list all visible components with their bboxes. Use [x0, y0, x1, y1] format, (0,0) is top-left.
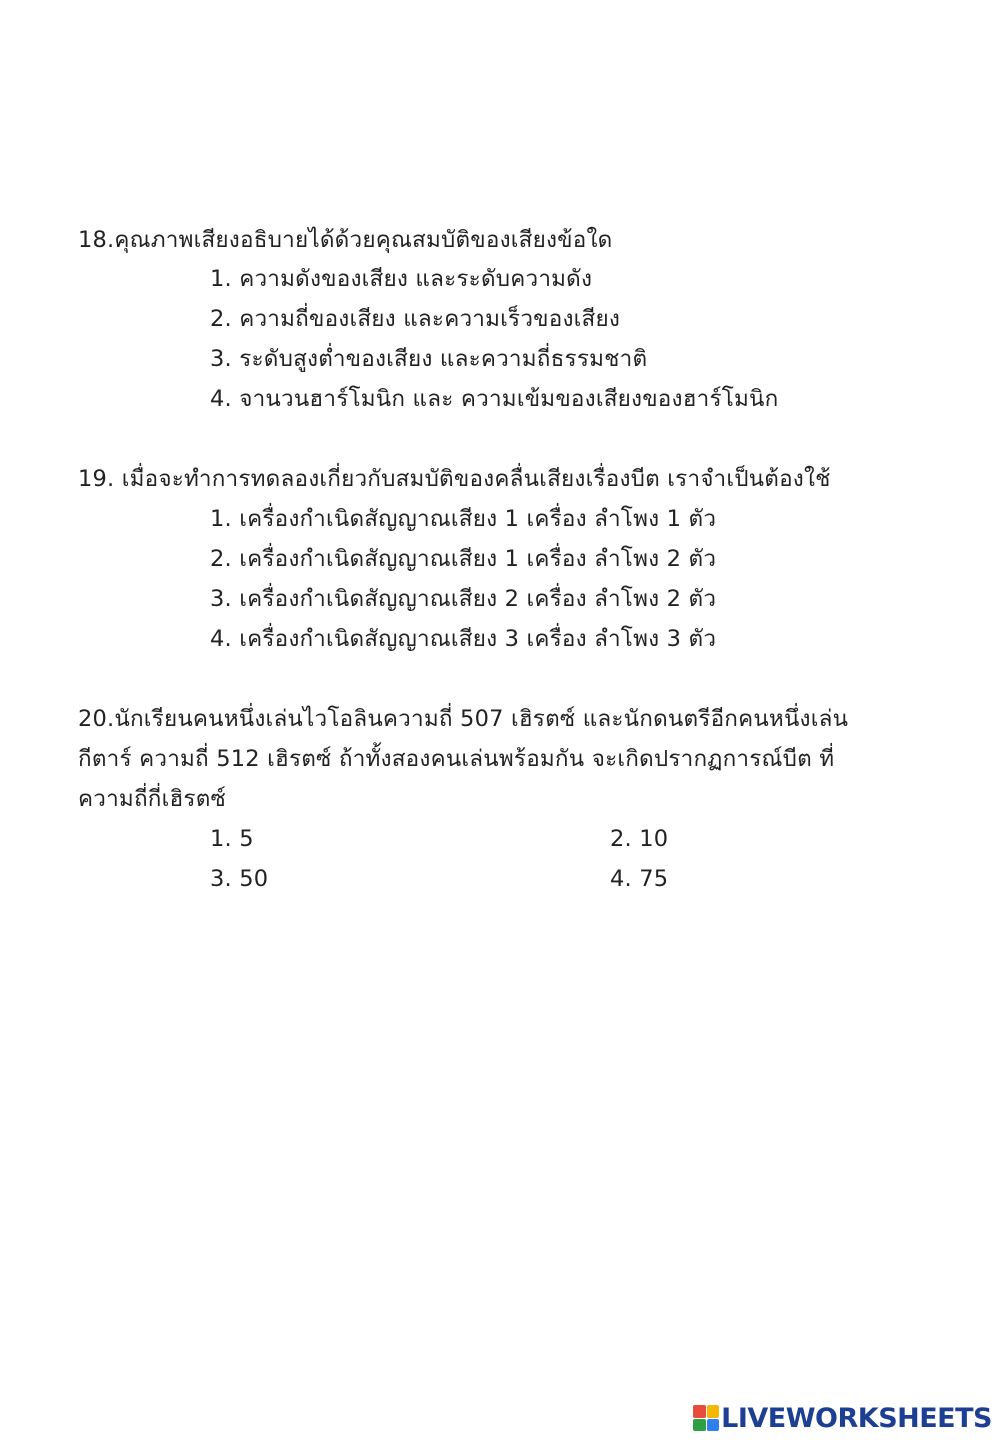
question-18-option-3: 3. ระดับสูงต่ำของเสียง และความถี่ธรรมชาติ	[210, 346, 648, 372]
liveworksheets-watermark	[693, 1401, 992, 1435]
logo-square-yellow	[707, 1405, 720, 1418]
question-18-text: 18.คุณภาพเสียงอธิบายได้ด้วยคุณสมบัติของเสียงข้อใด	[78, 227, 613, 253]
question-18	[78, 220, 612, 260]
question-18-option-4: 4. จานวนฮาร์โมนิก และ ความเข้มของเสียงของฮาร์โมนิก	[210, 386, 779, 412]
logo-square-blue	[707, 1419, 720, 1432]
question-19-option-1: 1. เครื่องกำเนิดสัญญาณเสียง 1 เครื่อง ลำโพง 1 ตัว	[210, 506, 717, 532]
question-20-option-3: 3. 50	[210, 866, 269, 892]
liveworksheets-logo-icon	[693, 1405, 719, 1431]
watermark-text: LIVEWORKSHEETS	[721, 1402, 992, 1434]
question-19-option-4: 4. เครื่องกำเนิดสัญญาณเสียง 3 เครื่อง ลำโพง 3 ตัว	[210, 626, 717, 652]
question-19-option-3: 3. เครื่องกำเนิดสัญญาณเสียง 2 เครื่อง ลำโพง 2 ตัว	[210, 586, 717, 612]
logo-square-green	[693, 1419, 706, 1432]
question-19	[78, 459, 831, 499]
question-18-option-1: 1. ความดังของเสียง และระดับความดัง	[210, 266, 593, 292]
question-19-text: 19. เมื่อจะทำการทดลองเกี่ยวกับสมบัติของคลื่นเสียงเรื่องบีต เราจำเป็นต้องใช้	[78, 466, 831, 492]
question-18-option-2: 2. ความถี่ของเสียง และความเร็วของเสียง	[210, 306, 621, 332]
question-20-option-1: 1. 5	[210, 826, 254, 852]
question-20-option-4: 4. 75	[610, 866, 669, 892]
logo-square-red	[693, 1405, 706, 1418]
question-20-line-1: 20.นักเรียนคนหนึ่งเล่นไวโอลินความถี่ 507 เฮิรตซ์ และนักดนตรีอีกคนหนึ่งเล่น	[78, 706, 849, 732]
question-20-option-2: 2. 10	[610, 826, 669, 852]
question-20-line-3: ความถี่กี่เฮิรตซ์	[78, 786, 226, 812]
question-19-option-2: 2. เครื่องกำเนิดสัญญาณเสียง 1 เครื่อง ลำโพง 2 ตัว	[210, 546, 717, 572]
question-20	[78, 699, 848, 819]
question-20-line-2: กีตาร์ ความถี่ 512 เฮิรตซ์ ถ้าทั้งสองคนเล่นพร้อมกัน จะเกิดปรากฏการณ์บีต ที่	[78, 746, 835, 772]
